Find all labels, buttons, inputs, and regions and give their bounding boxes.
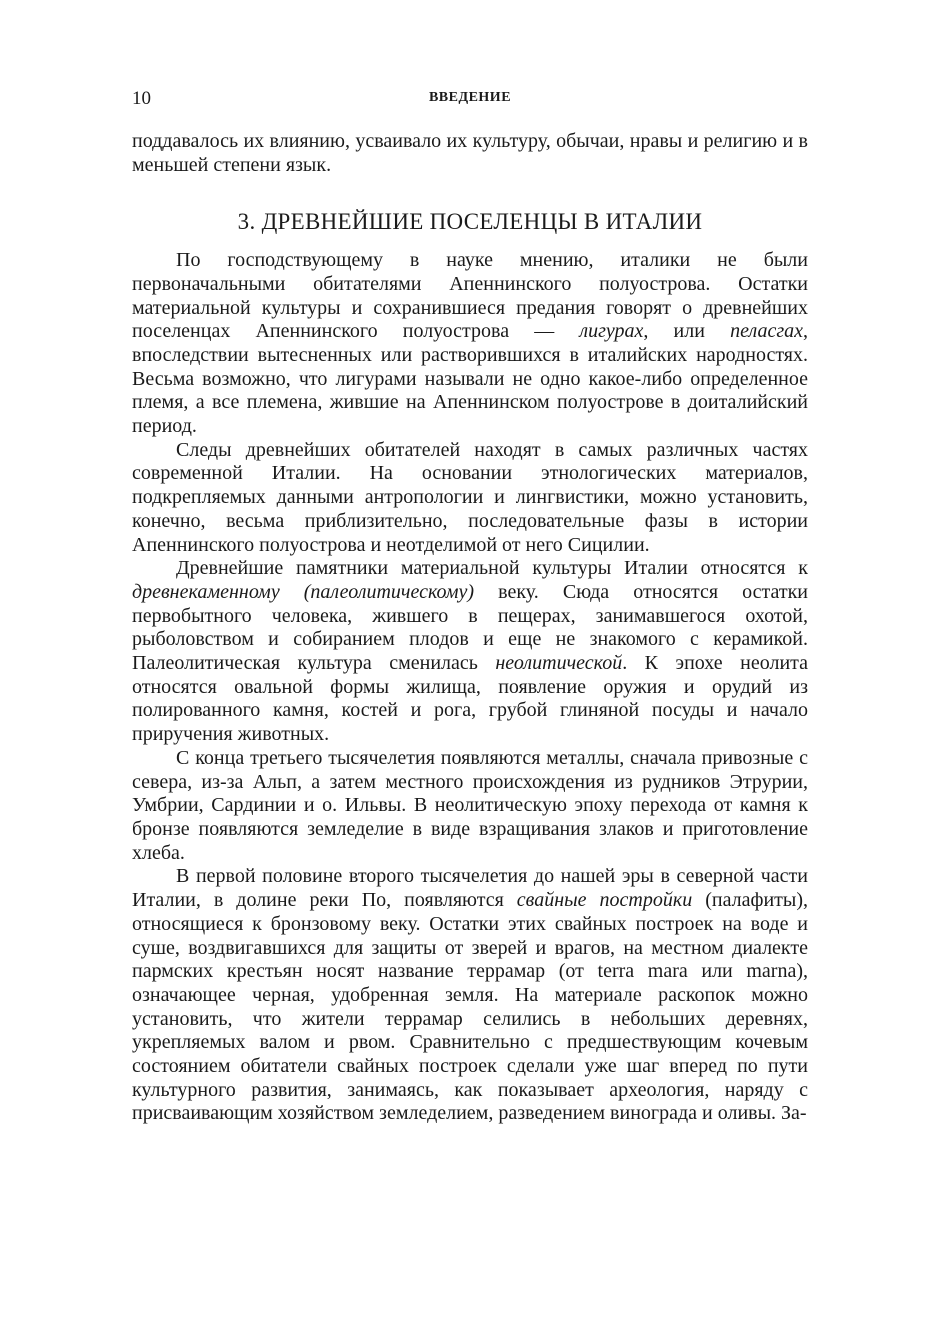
paragraph-text: (палафиты), относящиеся к бронзовому веку. Остатки этих свайных построек на воде и суше, воздвигавшихся для защиты от зверей и врагов, на местном диалекте пармских крестьян носят название террамар (от terra mara или marna), означающее черная, удобренная земля. На материале раскопок можно установить, что жители террамар селились в небольших деревнях, укрепляемых валом и рвом. Сравнительно с предшествующим кочевым состоянием обитатели свайных построек сделали уже шаг вперед по пути культурного развития, занимаясь, как показывает археология, наряду с присваивающим хозяйством земледелием, разведением винограда и оливы. За- <box>132 889 808 1125</box>
paragraph-text: веку. Сюда относятся остатки первобытного человека, жившего в пещерах, занимавшегося охотой, рыболовством и собиранием плодов и еще не знакомого с керамикой. Палеолитическая культура сменилась <box>132 580 808 675</box>
italic-term: неолитической <box>495 652 623 675</box>
paragraph-1 <box>132 249 808 439</box>
paragraph-text: В первой половине второго тысячелетия до нашей эры в северной части Италии, в долине реки По, появляются <box>132 865 808 912</box>
italic-term: древнекаменному (палеолитическому) <box>132 580 475 603</box>
paragraph-text: Следы древнейших обитателей находят в самых различных частях современной Италии. На основании этнологических материалов, подкрепляемых данными антропологии и лингвистики, можно установить, конечно, весьма приблизительно, последовательные фазы в истории Апеннинского полуострова и неотделимой от него Сицилии. <box>132 438 808 556</box>
page-body <box>132 130 808 1126</box>
paragraph-text: . К эпохе неолита относятся овальной формы жилища, появление оружия и орудий из полированного камня, костей и рога, грубой глиняной посуды и начало приручения животных. <box>132 652 809 746</box>
page-number: 10 <box>132 88 151 109</box>
paragraph-5 <box>132 865 808 1126</box>
paragraph-text: По господствующему в науке мнению, италики не были первоначальными обитателями Апеннинского полуострова. Остатки материальной культуры и сохранившиеся предания говорят о древнейших поселенцах Апеннинского полуострова — <box>132 249 808 343</box>
paragraph-4 <box>132 747 808 866</box>
paragraph-text: , или <box>643 320 731 343</box>
section-title: 3. ДРЕВНЕЙШИЕ ПОСЕЛЕНЦЫ В ИТАЛИИ <box>237 209 703 235</box>
italic-term: пеласгах <box>730 320 803 343</box>
italic-term: лигурах <box>579 320 644 343</box>
paragraph-text: Древнейшие памятники материальной культуры Италии относятся к <box>176 557 808 580</box>
paragraph-text: , впоследствии вытесненных или растворившихся в италийских народностях. Весьма возможно, что лигурами называли не одно какое-либо определенное племя, а все племена, жившие на Апеннинском полуострове в доиталийский период. <box>132 320 808 438</box>
paragraph-2 <box>132 439 808 558</box>
paragraph-3 <box>132 557 808 747</box>
running-head: ВВЕДЕНИЕ <box>428 90 512 105</box>
italic-term: свайные постройки <box>516 889 693 912</box>
continuation-paragraph: поддавалось их влиянию, усваивало их культуру, обычаи, нравы и религию и в меньшей степени язык. <box>132 130 808 176</box>
page-header <box>132 88 808 112</box>
paragraph-text: С конца третьего тысячелетия появляются металлы, сначала привозные с севера, из-за Альп, а затем местного происхождения из рудников Этрурии, Умбрии, Сардинии и о. Ильвы. В неолитическую эпоху перехода от камня к бронзе появляются земледелие в виде взращивания злаков и приготовление хлеба. <box>132 746 808 864</box>
